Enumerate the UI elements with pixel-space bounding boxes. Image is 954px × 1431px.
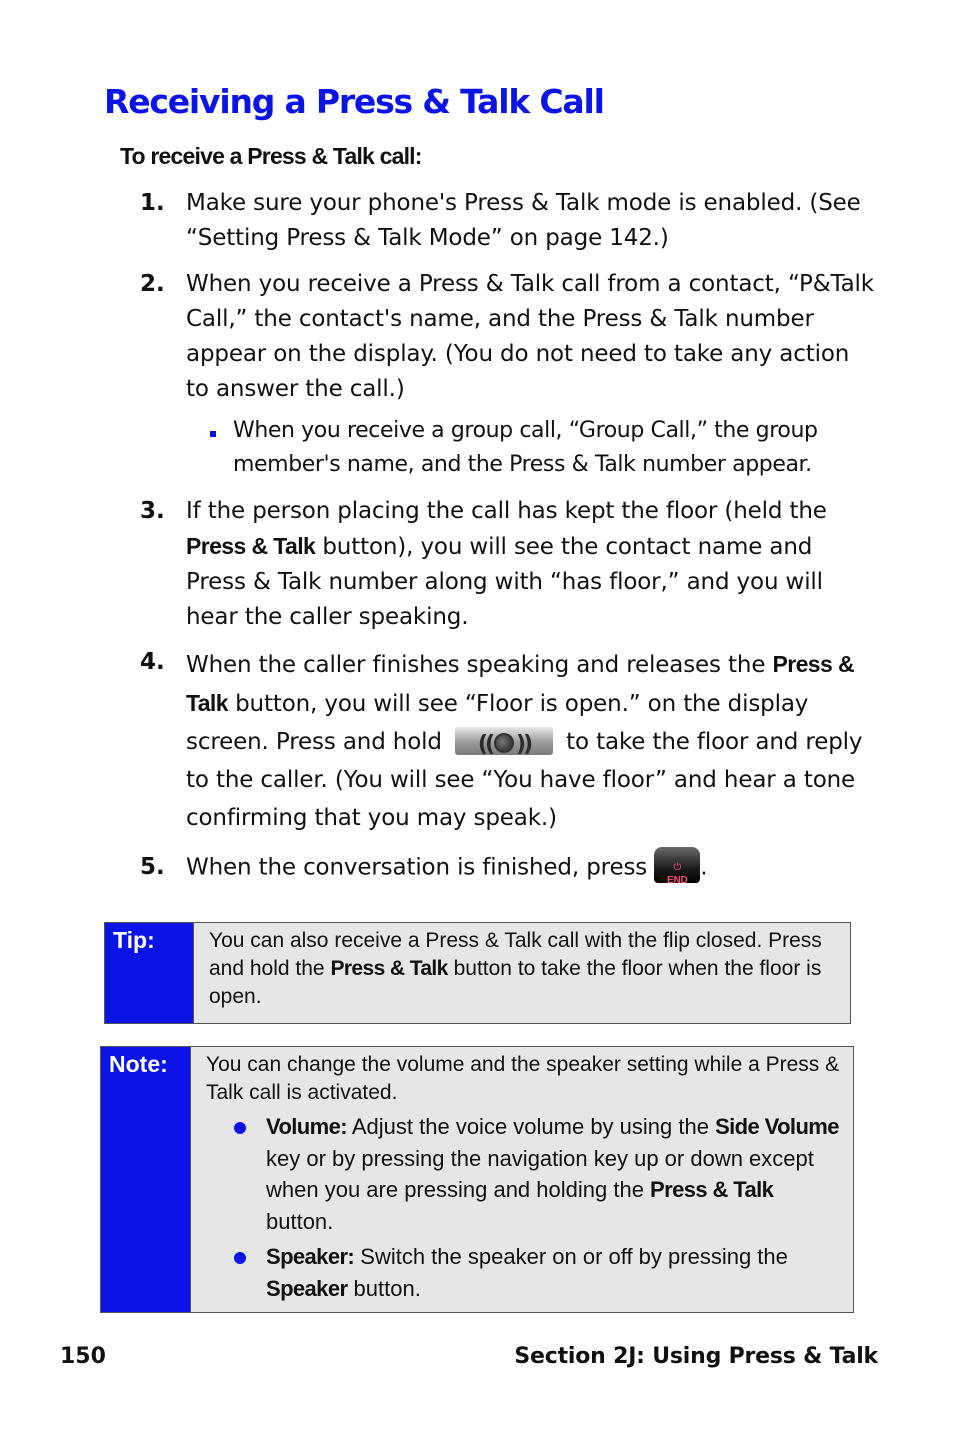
step-number: 2. (140, 271, 165, 297)
step-text-part: . (700, 854, 708, 881)
note-item-volume (206, 1111, 843, 1237)
section-title: Section 2J: Using Press & Talk (514, 1344, 878, 1369)
step-2-text: When you receive a Press & Talk call from a contact, “P&Talk Call,” the contact's name, and the Press & Talk number appear on the display. (You do not need to take any action to answer the call.) (186, 271, 874, 402)
tip-box (104, 922, 851, 1024)
step-text-part: If the person placing the call has kept the floor (held the (186, 498, 827, 524)
speaker-button-name: Speaker (266, 1275, 348, 1301)
tip-text-part: button to take the floor when the floor is open. (209, 957, 822, 1008)
step-text-part: button, you will see “Floor is open.” on the display screen. Press and hold (186, 691, 809, 755)
tip-text (195, 923, 850, 1023)
note-label: Note: (101, 1047, 191, 1312)
step-1-text: Make sure your phone's Press & Talk mode is enabled. (See “Setting Press & Talk Mode” on page 142.) (186, 190, 861, 251)
step-number: 4. (140, 649, 165, 675)
note-body (192, 1047, 853, 1312)
step-text-part: When the conversation is finished, press (186, 854, 655, 881)
note-text: You can change the volume and the speaker setting while a Press & Talk call is activated. (206, 1053, 840, 1104)
side-volume-key-name: Side Volume (715, 1114, 839, 1139)
note-item-title: Volume: (266, 1114, 347, 1139)
press-talk-button-name: Press & Talk (186, 651, 854, 716)
note-item-title: Speaker: (266, 1244, 355, 1269)
note-item-text: Adjust the voice volume by using the (346, 1114, 716, 1139)
square-bullet-icon (210, 431, 216, 437)
tip-label: Tip: (105, 923, 194, 1023)
step-text-part: When the caller finishes speaking and releases the (186, 652, 773, 678)
note-item-text: Switch the speaker on or off by pressing the (354, 1244, 788, 1269)
end-key-icon: ⏻ END (654, 847, 700, 883)
step-text-part: to take the floor and reply to the caller. (You will see “You have floor” and hear a tone confirming that you may speak.) (186, 729, 863, 831)
step-3-text (186, 494, 876, 635)
step-4-text (186, 645, 876, 837)
press-and-talk-key-icon: (( )) (455, 727, 553, 755)
step-number: 3. (140, 498, 165, 524)
tip-text-part: You can also receive a Press & Talk call with the flip closed. Press and hold the (209, 929, 822, 980)
page-title: Receiving a Press & Talk Call (104, 82, 604, 121)
step-2-sub-text: When you receive a group call, “Group Call,” the group member's name, and the Press & Talk number appear. (233, 418, 818, 477)
note-item-text: button. (347, 1275, 421, 1301)
step-number: 1. (140, 190, 165, 216)
note-item-speaker (206, 1241, 843, 1304)
note-item-text: key or by pressing the navigation key up or down except when you are pressing and holding the (266, 1145, 814, 1202)
press-talk-button-name: Press & Talk (330, 957, 448, 980)
round-bullet-icon (234, 1252, 246, 1264)
round-bullet-icon (234, 1122, 246, 1134)
press-talk-button-name: Press & Talk (186, 533, 316, 559)
press-talk-button-name: Press & Talk (650, 1177, 774, 1202)
page-number: 150 (60, 1344, 106, 1369)
step-number: 5. (140, 854, 165, 880)
procedure-intro: To receive a Press & Talk call: (120, 143, 422, 169)
note-box (100, 1046, 854, 1313)
step-5-text (186, 850, 876, 886)
step-text-part: button), you will see the contact name and Press & Talk number along with “has floor,” and you will hear the caller speaking. (186, 534, 823, 630)
note-item-text: button. (266, 1208, 334, 1234)
